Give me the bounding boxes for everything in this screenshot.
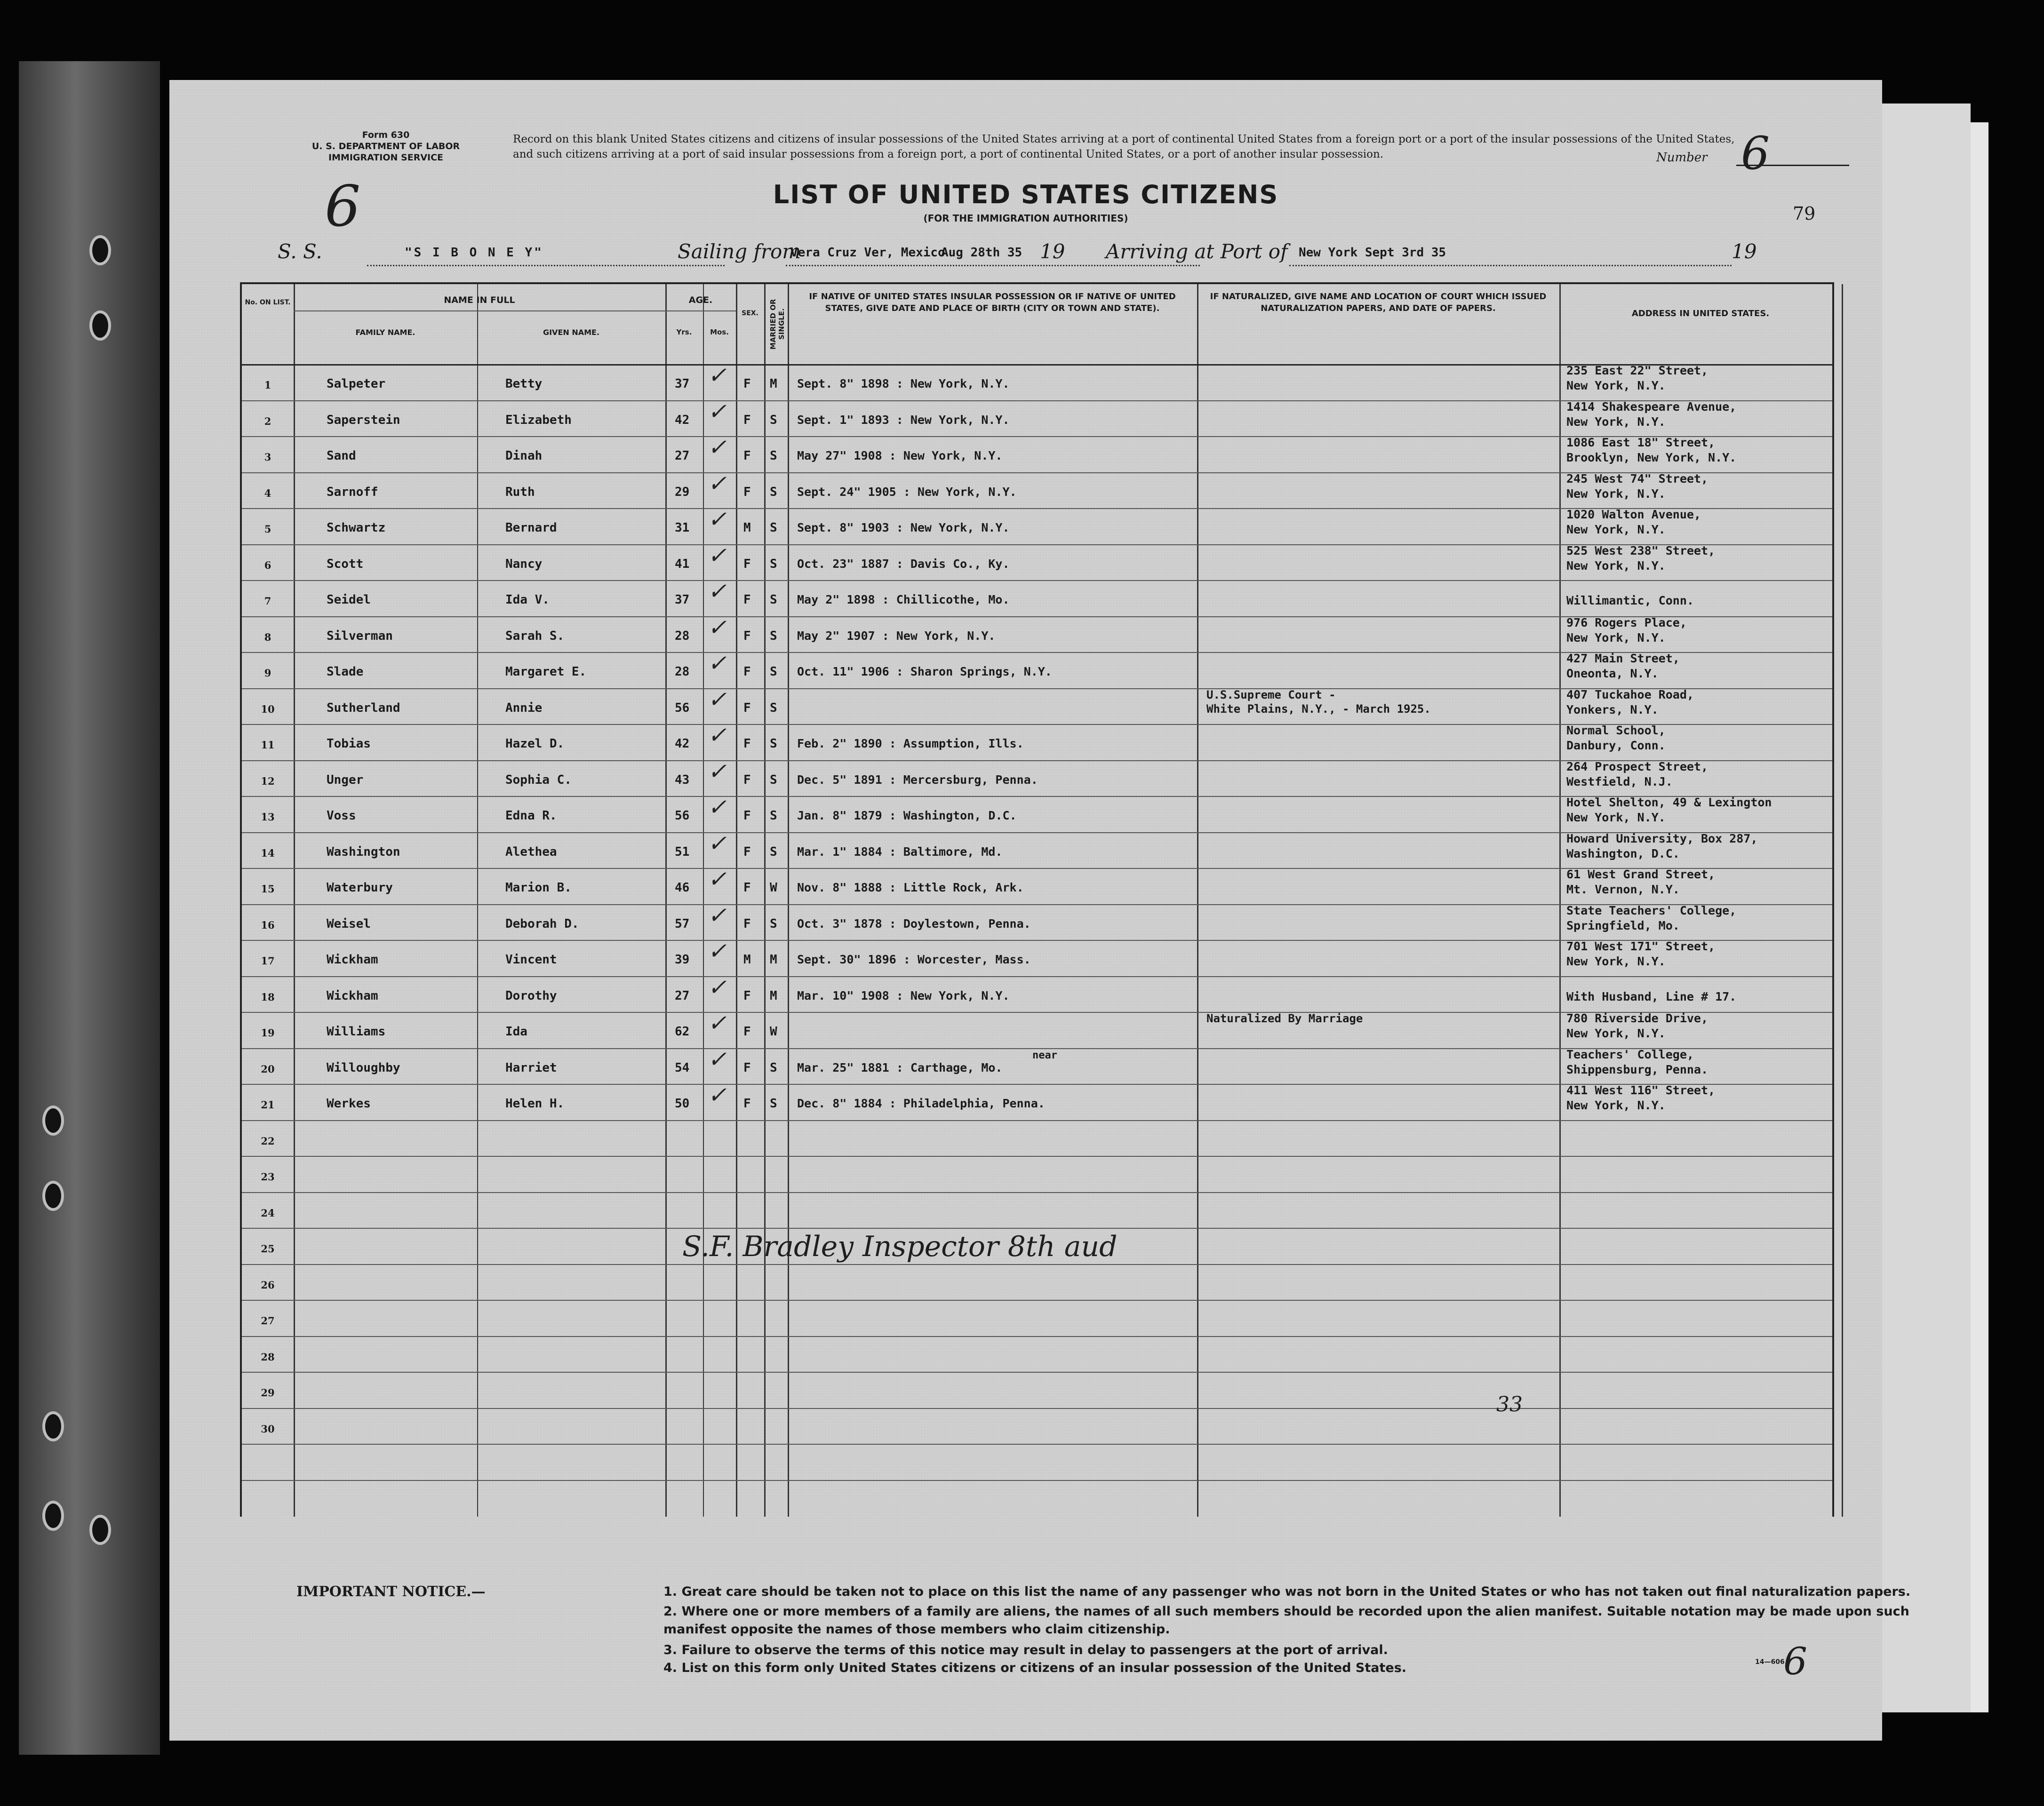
sex: F xyxy=(743,916,751,931)
line-number: 4 xyxy=(264,487,271,499)
header-age: AGE. xyxy=(688,295,713,305)
column-divider xyxy=(1842,284,1843,1517)
address-line-1: 701 West 171" Street, xyxy=(1566,939,1716,954)
ship-name: "S I B O N E Y" xyxy=(405,246,543,260)
address-line-1: 411 West 116" Street, xyxy=(1566,1083,1716,1098)
punch-hole xyxy=(42,1106,64,1136)
marital-status: S xyxy=(770,449,777,463)
address-line-2: New York, N.Y. xyxy=(1566,630,1666,644)
check-mark: ✓ xyxy=(708,758,727,785)
year-label: 19 xyxy=(1732,240,1757,263)
page-number: 79 xyxy=(1793,203,1816,224)
family-name: Saperstein xyxy=(327,413,400,427)
marital-status: M xyxy=(770,988,777,1003)
age-years: 28 xyxy=(675,665,690,679)
year-label: 19 xyxy=(1040,240,1065,263)
line-number: 8 xyxy=(264,631,271,643)
check-mark: ✓ xyxy=(708,830,727,857)
family-name: Weisel xyxy=(327,916,371,931)
marital-status: S xyxy=(770,557,777,571)
age-years: 29 xyxy=(675,485,690,499)
check-mark: ✓ xyxy=(708,794,727,821)
sex: F xyxy=(743,988,751,1003)
birth-date-place: Sept. 1" 1893 : New York, N.Y. xyxy=(797,413,1010,427)
list-number: 6 xyxy=(1741,127,1770,180)
page-subtitle: (FOR THE IMMIGRATION AUTHORITIES) xyxy=(923,213,1128,224)
row-line xyxy=(242,976,1832,977)
row-line xyxy=(242,1228,1832,1229)
given-name: Bernard xyxy=(505,521,557,535)
sex: F xyxy=(743,809,751,823)
naturalization-court: U.S.Supreme Court - xyxy=(1206,688,1336,701)
address-line-2: Shippensburg, Penna. xyxy=(1566,1062,1709,1076)
family-name: Williams xyxy=(327,1025,386,1039)
family-name: Sarnoff xyxy=(327,485,378,499)
row-line xyxy=(242,1444,1832,1445)
sex: F xyxy=(743,1060,751,1075)
given-name: Sarah S. xyxy=(505,629,565,643)
row-line xyxy=(242,580,1832,581)
address-line-2: Washington, D.C. xyxy=(1566,846,1680,860)
line-number: 1 xyxy=(264,379,271,391)
family-name: Unger xyxy=(327,772,364,787)
address-line-2: New York, N.Y. xyxy=(1566,486,1666,501)
service-name: IMMIGRATION SERVICE xyxy=(328,152,444,163)
age-years: 50 xyxy=(675,1097,690,1111)
sex: F xyxy=(743,629,751,643)
check-mark: ✓ xyxy=(708,362,727,389)
handwritten-number: 6 xyxy=(325,174,361,239)
line-number: 25 xyxy=(261,1243,275,1255)
header-address: ADDRESS IN UNITED STATES. xyxy=(1631,309,1770,318)
marital-status: S xyxy=(770,844,777,859)
marital-status: S xyxy=(770,700,777,715)
notice-item: 3. Failure to observe the terms of this notice may result in delay to passengers at the port of arrival. xyxy=(663,1643,1388,1657)
check-mark: ✓ xyxy=(708,686,727,713)
header-no-on-list: No. ON LIST. xyxy=(245,299,291,306)
marital-status: S xyxy=(770,521,777,535)
address-line-1: 976 Rogers Place, xyxy=(1566,615,1687,629)
age-years: 51 xyxy=(675,844,690,859)
age-years: 54 xyxy=(675,1060,690,1075)
family-name: Willoughby xyxy=(327,1060,400,1075)
header-sex: SEX. xyxy=(742,310,759,317)
age-years: 62 xyxy=(675,1025,690,1039)
marital-status: S xyxy=(770,737,777,751)
marital-status: S xyxy=(770,1060,777,1075)
birth-date-place: May 27" 1908 : New York, N.Y. xyxy=(797,449,1003,463)
line-number: 28 xyxy=(261,1351,275,1363)
column-divider xyxy=(788,284,789,1517)
header-name-in-full: NAME IN FULL xyxy=(444,295,515,305)
naturalization-date: White Plains, N.Y., - March 1925. xyxy=(1206,702,1431,716)
address-line-1: 245 West 74" Street, xyxy=(1566,471,1709,485)
line-number: 9 xyxy=(264,667,271,679)
family-name: Sand xyxy=(327,449,356,463)
address-line-1: 1414 Shakespeare Avenue, xyxy=(1566,399,1737,414)
sex: F xyxy=(743,700,751,715)
age-years: 46 xyxy=(675,881,690,895)
page-title: LIST OF UNITED STATES CITIZENS xyxy=(773,180,1279,209)
address-line-1: 427 Main Street, xyxy=(1566,652,1680,666)
birth-date-place: Nov. 8" 1888 : Little Rock, Ark. xyxy=(797,881,1024,895)
header-naturalization: IF NATURALIZED, GIVE NAME AND LOCATION OF COURT WHICH ISSUED NATURALIZATION PAPERS, AND DATE OF PAPERS. xyxy=(1210,292,1547,313)
fill-line xyxy=(367,265,725,266)
birth-date-place: May 2" 1907 : New York, N.Y. xyxy=(797,629,996,643)
birth-date-place: Mar. 1" 1884 : Baltimore, Md. xyxy=(797,844,1003,859)
row-line xyxy=(242,1156,1832,1157)
marital-status: W xyxy=(770,881,777,895)
form-identifier xyxy=(287,129,485,163)
column-divider xyxy=(665,284,667,1517)
line-number: 23 xyxy=(261,1171,275,1183)
sex: F xyxy=(743,665,751,679)
birth-date-place: Feb. 2" 1890 : Assumption, Ills. xyxy=(797,737,1024,751)
given-name: Betty xyxy=(505,377,543,391)
column-divider xyxy=(764,284,766,1517)
line-number: 5 xyxy=(264,523,271,535)
column-divider xyxy=(477,284,478,1517)
age-years: 43 xyxy=(675,772,690,787)
age-years: 56 xyxy=(675,700,690,715)
age-years: 37 xyxy=(675,377,690,391)
age-years: 42 xyxy=(675,413,690,427)
family-name: Washington xyxy=(327,844,400,859)
sex: F xyxy=(743,881,751,895)
line-number: 26 xyxy=(261,1279,275,1291)
birth-date-place: Oct. 11" 1906 : Sharon Springs, N.Y. xyxy=(797,665,1052,679)
punch-hole xyxy=(89,310,111,341)
birth-date-place: Oct. 3" 1878 : Doylestown, Penna. xyxy=(797,916,1031,931)
given-name: Deborah D. xyxy=(505,916,579,931)
given-name: Marion B. xyxy=(505,881,572,895)
family-name: Sutherland xyxy=(327,700,400,715)
family-name: Voss xyxy=(327,809,356,823)
fill-line xyxy=(1289,265,1732,266)
line-number: 27 xyxy=(261,1315,275,1327)
family-name: Wickham xyxy=(327,953,378,967)
birth-date-place: Sept. 8" 1898 : New York, N.Y. xyxy=(797,377,1010,391)
line-number: 19 xyxy=(261,1027,275,1039)
sex: F xyxy=(743,413,751,427)
address-line-2: New York, N.Y. xyxy=(1566,955,1666,969)
check-mark: ✓ xyxy=(708,1046,727,1073)
row-line xyxy=(242,1372,1832,1373)
line-number: 11 xyxy=(261,739,275,751)
corner-number: 6 xyxy=(1783,1639,1807,1683)
family-name: Salpeter xyxy=(327,377,386,391)
citizens-table xyxy=(240,282,1834,1517)
binder-edge xyxy=(19,61,160,1755)
sex: F xyxy=(743,557,751,571)
marital-status: S xyxy=(770,413,777,427)
marital-status: S xyxy=(770,772,777,787)
notice-item: 2. Where one or more members of a family are aliens, the names of all such members should be recorded upon the alien manifest. Suitable notation may be made upon such manifest opposite the names of those members who claim citizenship. xyxy=(663,1604,1909,1637)
notice-item: 1. Great care should be taken not to place on this list the name of any passenger who was not born in the United States or who has not taken out final naturalization papers. xyxy=(663,1584,1911,1599)
sailing-label: Sailing from xyxy=(678,240,801,263)
header-family-name: FAMILY NAME. xyxy=(355,328,415,337)
punch-hole xyxy=(42,1501,64,1531)
address-line-2: New York, N.Y. xyxy=(1566,379,1666,393)
given-name: Hazel D. xyxy=(505,737,565,751)
family-name: Seidel xyxy=(327,593,371,607)
header-years: Yrs. xyxy=(676,328,692,336)
form-code: 14—606 xyxy=(1755,1658,1785,1666)
row-line xyxy=(242,1336,1832,1337)
birth-date-place: Mar. 25" 1881 : Carthage, Mo. xyxy=(797,1060,1003,1074)
check-mark: ✓ xyxy=(708,434,727,461)
sex: F xyxy=(743,844,751,859)
given-name: Dinah xyxy=(505,449,543,463)
family-name: Tobias xyxy=(327,737,371,751)
age-years: 57 xyxy=(675,916,690,931)
address-line-2: Oneonta, N.Y. xyxy=(1566,667,1659,681)
line-number: 18 xyxy=(261,991,275,1003)
given-name: Annie xyxy=(505,700,543,715)
family-name: Scott xyxy=(327,557,364,571)
age-years: 27 xyxy=(675,449,690,463)
address-line-2: Westfield, N.J. xyxy=(1566,774,1673,788)
check-mark: ✓ xyxy=(708,866,727,893)
check-mark: ✓ xyxy=(708,398,727,425)
address-line-1: Teachers' College, xyxy=(1566,1047,1694,1061)
sex: M xyxy=(743,521,751,535)
line-number: 7 xyxy=(264,595,271,607)
row-line xyxy=(242,1120,1832,1121)
given-name: Alethea xyxy=(505,844,557,859)
address-line-2: New York, N.Y. xyxy=(1566,558,1666,573)
sailing-date: Aug 28th 35 xyxy=(941,246,1022,260)
sex: F xyxy=(743,449,751,463)
naturalization-court: Naturalized By Marriage xyxy=(1206,1012,1363,1026)
address-line-1: 1020 Walton Avenue, xyxy=(1566,508,1701,522)
family-name: Wickham xyxy=(327,988,378,1003)
row-line xyxy=(242,1480,1832,1481)
birth-date-place: Oct. 23" 1887 : Davis Co., Ky. xyxy=(797,557,1010,571)
number-label: Number xyxy=(1656,151,1708,165)
sex: F xyxy=(743,1097,751,1111)
address-line-2: New York, N.Y. xyxy=(1566,523,1666,537)
column-divider xyxy=(294,284,295,1517)
department-name: U. S. DEPARTMENT OF LABOR xyxy=(311,141,460,151)
sex: M xyxy=(743,953,751,967)
ss-label: S. S. xyxy=(278,240,322,263)
check-mark: ✓ xyxy=(708,506,727,533)
line-number: 15 xyxy=(261,883,275,895)
line-number: 22 xyxy=(261,1135,275,1147)
row-line xyxy=(242,1192,1832,1193)
line-number: 24 xyxy=(261,1207,275,1219)
address-line-1: Hotel Shelton, 49 & Lexington xyxy=(1566,796,1772,810)
marital-status: S xyxy=(770,593,777,607)
arriving-port: New York Sept 3rd 35 xyxy=(1299,246,1446,260)
marital-status: M xyxy=(770,377,777,391)
line-number: 21 xyxy=(261,1099,275,1111)
line-number: 2 xyxy=(264,415,271,427)
marital-status: W xyxy=(770,1025,777,1039)
column-divider xyxy=(1559,284,1561,1517)
check-mark: ✓ xyxy=(708,1010,727,1037)
given-name: Vincent xyxy=(505,953,557,967)
age-years: 41 xyxy=(675,557,690,571)
address-line-2: New York, N.Y. xyxy=(1566,1026,1666,1041)
sex: F xyxy=(743,377,751,391)
line-number: 20 xyxy=(261,1063,275,1075)
fill-line xyxy=(786,265,1200,266)
age-years: 39 xyxy=(675,953,690,967)
line-number: 17 xyxy=(261,955,275,967)
header-months: Mos. xyxy=(710,328,729,336)
arriving-label: Arriving at Port of xyxy=(1106,240,1288,263)
line-number: 10 xyxy=(261,703,275,715)
age-years: 37 xyxy=(675,593,690,607)
marital-status: S xyxy=(770,665,777,679)
address-line-1: Normal School, xyxy=(1566,724,1666,738)
given-name: Margaret E. xyxy=(505,665,587,679)
address-line-2: New York, N.Y. xyxy=(1566,811,1666,825)
check-mark: ✓ xyxy=(708,578,727,605)
address-line-2: Mt. Vernon, N.Y. xyxy=(1566,883,1680,897)
check-mark: ✓ xyxy=(708,1082,727,1109)
row-line xyxy=(242,1300,1832,1301)
birth-note: near xyxy=(1032,1049,1057,1061)
marital-status: S xyxy=(770,916,777,931)
check-mark: ✓ xyxy=(708,938,727,965)
check-mark: ✓ xyxy=(708,902,727,929)
marital-status: S xyxy=(770,629,777,643)
address-line-1: 1086 East 18" Street, xyxy=(1566,436,1716,450)
age-years: 27 xyxy=(675,988,690,1003)
given-name: Ida xyxy=(505,1025,527,1039)
check-mark: ✓ xyxy=(708,974,727,1001)
given-name: Ida V. xyxy=(505,593,550,607)
address-line-1: State Teachers' College, xyxy=(1566,903,1737,917)
address-line-2: New York, N.Y. xyxy=(1566,1098,1666,1113)
sex: F xyxy=(743,737,751,751)
address-line-1: 780 Riverside Drive, xyxy=(1566,1011,1709,1026)
given-name: Elizabeth xyxy=(505,413,572,427)
sex: F xyxy=(743,593,751,607)
age-years: 56 xyxy=(675,809,690,823)
manifest-page xyxy=(169,80,1911,1741)
passenger-count: 33 xyxy=(1496,1392,1523,1416)
birth-date-place: Sept. 24" 1905 : New York, N.Y. xyxy=(797,485,1017,499)
birth-date-place: Sept. 8" 1903 : New York, N.Y. xyxy=(797,521,1010,535)
birth-date-place: Mar. 10" 1908 : New York, N.Y. xyxy=(797,988,1010,1002)
family-name: Slade xyxy=(327,665,364,679)
header-divider xyxy=(294,310,665,311)
address-line-1: Willimantic, Conn. xyxy=(1566,594,1694,608)
address-line-1: 264 Prospect Street, xyxy=(1566,759,1709,773)
marital-status: S xyxy=(770,809,777,823)
punch-hole xyxy=(89,235,111,265)
birth-date-place: Dec. 8" 1884 : Philadelphia, Penna. xyxy=(797,1097,1045,1111)
age-years: 31 xyxy=(675,521,690,535)
address-line-2: Yonkers, N.Y. xyxy=(1566,702,1659,716)
header-birth-place: IF NATIVE OF UNITED STATES INSULAR POSSESSION OR IF NATIVE OF UNITED STATES, GIVE DATE AND PLACE OF BIRTH (CITY OR TOWN AND STATE). xyxy=(809,292,1176,313)
address-line-1: Howard University, Box 287, xyxy=(1566,831,1758,845)
given-name: Dorothy xyxy=(505,988,557,1003)
sex: F xyxy=(743,485,751,499)
sailing-port: Vera Cruz Ver, Mexico xyxy=(790,246,945,260)
age-years: 28 xyxy=(675,629,690,643)
family-name: Silverman xyxy=(327,629,393,643)
punch-hole xyxy=(42,1411,64,1441)
given-name: Helen H. xyxy=(505,1097,565,1111)
address-line-1: With Husband, Line # 17. xyxy=(1566,989,1737,1003)
sex: F xyxy=(743,772,751,787)
line-number: 16 xyxy=(261,919,275,931)
address-line-2: Springfield, Mo. xyxy=(1566,918,1680,932)
line-number: 13 xyxy=(261,811,275,823)
family-name: Werkes xyxy=(327,1097,371,1111)
check-mark: ✓ xyxy=(708,542,727,569)
marital-status: S xyxy=(770,1097,777,1111)
given-name: Ruth xyxy=(505,485,535,499)
row-line xyxy=(242,1264,1832,1265)
header-divider xyxy=(665,310,736,311)
check-mark: ✓ xyxy=(708,470,727,497)
line-number: 3 xyxy=(264,451,271,463)
check-mark: ✓ xyxy=(708,650,727,677)
marital-status: S xyxy=(770,485,777,499)
form-number: Form 630 xyxy=(362,130,410,140)
given-name: Edna R. xyxy=(505,809,557,823)
row-line xyxy=(242,1408,1832,1409)
column-divider xyxy=(1197,284,1198,1517)
birth-date-place: Jan. 8" 1879 : Washington, D.C. xyxy=(797,809,1017,823)
address-line-1: 525 West 238" Street, xyxy=(1566,543,1716,557)
birth-date-place: Sept. 30" 1896 : Worcester, Mass. xyxy=(797,953,1031,967)
check-mark: ✓ xyxy=(708,614,727,641)
family-name: Schwartz xyxy=(327,521,386,535)
notice-label: IMPORTANT NOTICE.— xyxy=(296,1583,486,1600)
column-divider xyxy=(703,284,704,1517)
address-line-2: New York, N.Y. xyxy=(1566,414,1666,429)
family-name: Waterbury xyxy=(327,881,393,895)
address-line-1: 61 West Grand Street, xyxy=(1566,867,1716,882)
address-line-2: Danbury, Conn. xyxy=(1566,739,1666,753)
given-name: Harriet xyxy=(505,1060,557,1075)
column-divider xyxy=(736,284,737,1517)
address-line-2: Brooklyn, New York, N.Y. xyxy=(1566,451,1737,465)
address-line-1: 235 East 22" Street, xyxy=(1566,364,1709,378)
header-married-single: MARRIED OR SINGLE. xyxy=(769,299,786,350)
line-number: 29 xyxy=(261,1387,275,1399)
punch-hole xyxy=(89,1515,111,1545)
birth-date-place: May 2" 1898 : Chillicothe, Mo. xyxy=(797,593,1010,607)
header-given-name: GIVEN NAME. xyxy=(543,328,600,337)
notice-item: 4. List on this form only United States citizens or citizens of an insular possession of the United States. xyxy=(663,1661,1407,1675)
inspector-signature: S.F. Bradley Inspector 8th aud xyxy=(682,1230,1118,1263)
marital-status: M xyxy=(770,953,777,967)
line-number: 6 xyxy=(264,559,271,571)
sex: F xyxy=(743,1025,751,1039)
line-number: 12 xyxy=(261,775,275,787)
address-line-1: 407 Tuckahoe Road, xyxy=(1566,687,1694,701)
punch-hole xyxy=(42,1181,64,1211)
record-instructions: Record on this blank United States citizens and citizens of insular possessions of the United States arriving at a port of continental United States from a foreign port or a port of the insular possessions of the United States, and such citizens arriving at a port of said insular possessions from a foreign port, a port of continental United States, or a port of another insular possession. xyxy=(513,133,1735,160)
check-mark: ✓ xyxy=(708,722,727,749)
given-name: Sophia C. xyxy=(505,772,572,787)
line-number: 14 xyxy=(261,847,275,859)
line-number: 30 xyxy=(261,1423,275,1435)
birth-date-place: Dec. 5" 1891 : Mercersburg, Penna. xyxy=(797,772,1038,787)
age-years: 42 xyxy=(675,737,690,751)
given-name: Nancy xyxy=(505,557,543,571)
